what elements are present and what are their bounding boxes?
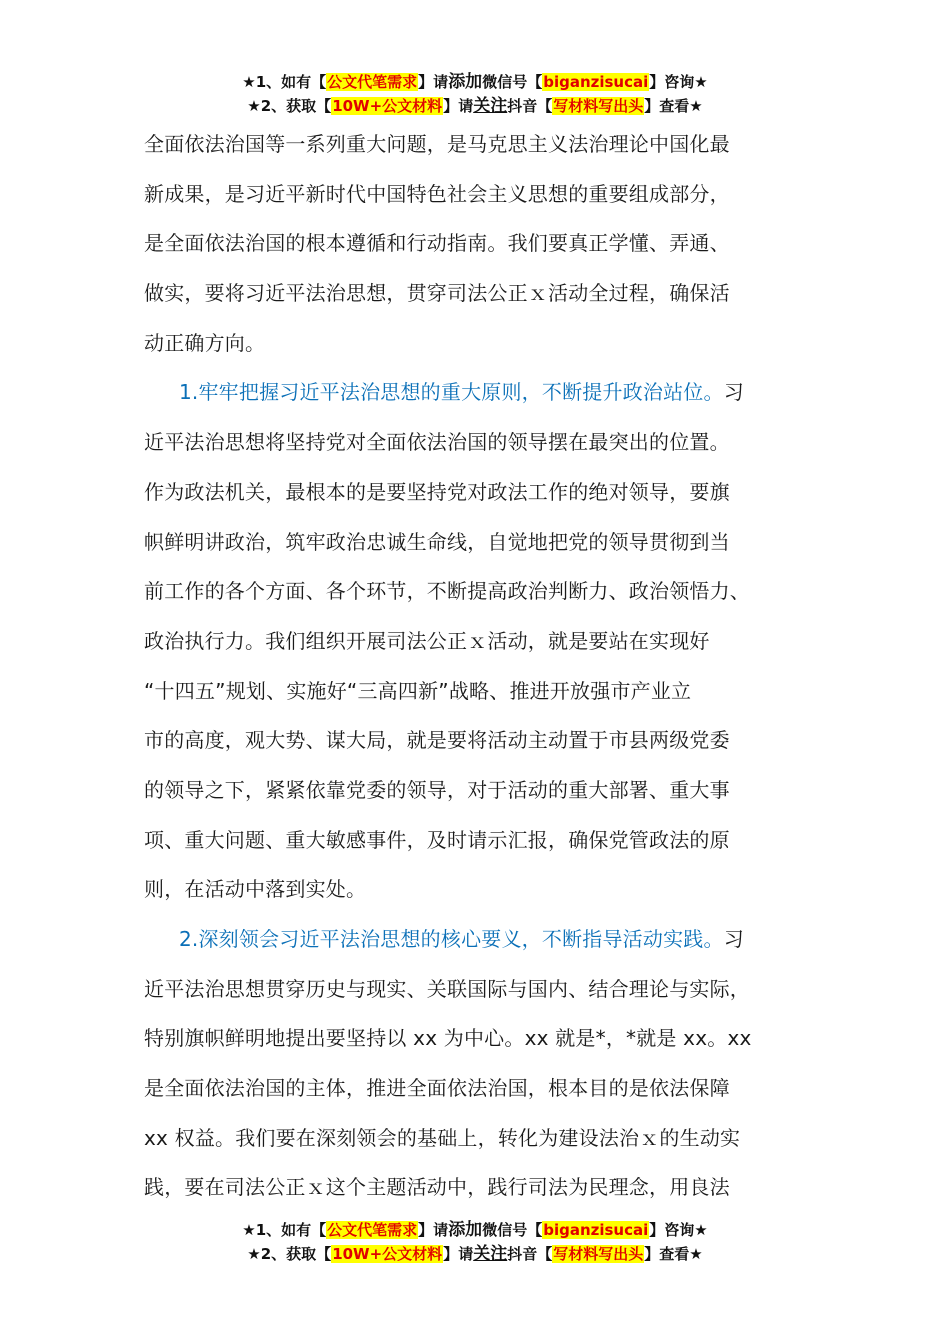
banner-highlight: 10W+公文材料 [332,97,443,115]
banner-text: ★2、获取【 [247,1245,332,1263]
banner-text: ★1、如有【 [242,1221,327,1239]
banner-highlight: biganzisucai [543,73,649,91]
text-line: 特别旗帜鲜明地提出要坚持以 xx 为中心。xx 就是*，*就是 xx。xx [144,1026,752,1051]
section-heading-2 [144,915,809,965]
banner-text: ★2、获取【 [247,97,332,115]
banner-emphasis: 关注 [473,96,508,116]
banner-text: 】查看★ [644,97,703,115]
banner-highlight: 10W+公文材料 [332,1245,443,1263]
text-line: xx 权益。我们要在深刻领会的基础上，转化为建设法治ｘ的生动实 [144,1125,741,1150]
banner-text: 抖音【 [507,97,553,115]
heading-text: 2.深刻领会习近平法治思想的核心要义，不断指导活动实践。 [179,927,724,951]
text-line: 近平法治思想将坚持党对全面依法治国的领导摆在最突出的位置。 [144,430,730,455]
banner-text: 】请 [443,97,474,115]
text-line: 全面依法治国等一系列重大问题，是马克思主义法治理论中国化最 [144,132,730,156]
banner-line-2 [0,1242,950,1266]
banner-text: 】咨询★ [649,73,708,91]
heading-tail: 习 [723,380,744,405]
banner-emphasis: 添加 [448,72,483,92]
banner-text: 抖音【 [507,1245,553,1263]
banner-line-2 [0,94,950,118]
text-line: 作为政法机关，最根本的是要坚持党对政法工作的绝对领导，要旗 [144,479,730,504]
text-line: 政治执行力。我们组织开展司法公正ｘ活动，就是要站在实现好 [144,628,710,653]
banner-emphasis: 关注 [473,1244,508,1264]
banner-highlight: 公文代笔需求 [327,73,418,91]
section-heading-1 [144,368,809,418]
banner-text: 】请 [418,73,449,91]
text-line: 动正确方向。 [144,330,266,355]
banner-text: 】请 [443,1245,474,1263]
text-line: 践，要在司法公正ｘ这个主题活动中，践行司法为民理念，用良法 [144,1175,730,1200]
heading-text: 1.牢牢把握习近平法治思想的重大原则，不断提升政治站位。 [179,380,724,405]
banner-text: 微信号【 [482,73,543,91]
bottom-banner [0,1218,950,1266]
text-line: 新成果，是习近平新时代中国特色社会主义思想的重要组成部分， [144,181,730,206]
text-line: 的领导之下，紧紧依靠党委的领导，对于活动的重大部署、重大事 [144,777,730,802]
text-line: 是全面依法治国的根本遵循和行动指南。我们要真正学懂、弄通、 [144,231,730,256]
banner-text: 】请 [418,1221,449,1239]
banner-line-1 [0,70,950,94]
banner-highlight: 写材料写出头 [553,97,644,115]
top-banner [0,70,950,118]
banner-emphasis: 添加 [448,1220,483,1240]
banner-text: 微信号【 [482,1221,543,1239]
banner-line-1 [0,1218,950,1242]
banner-highlight: 写材料写出头 [553,1245,644,1263]
text-line: 帜鲜明讲政治，筑牢政治忠诚生命线，自觉地把党的领导贯彻到当 [144,529,730,554]
text-line: 是全面依法治国的主体，推进全面依法治国，根本目的是依法保障 [144,1076,730,1101]
banner-text: 】查看★ [644,1245,703,1263]
text-line: 市的高度，观大势、谋大局，就是要将活动主动置于市县两级党委 [144,728,730,753]
text-line: 前工作的各个方面、各个环节，不断提高政治判断力、政治领悟力、 [144,579,750,604]
banner-highlight: 公文代笔需求 [327,1221,418,1239]
text-line: 项、重大问题、重大敏感事件，及时请示汇报，确保党管政法的原 [144,827,730,852]
banner-text: 】咨询★ [649,1221,708,1239]
document-body [144,120,809,1213]
text-line: 做实，要将习近平法治思想，贯穿司法公正ｘ活动全过程，确保活 [144,281,730,306]
banner-text: ★1、如有【 [242,73,327,91]
text-line: “十四五”规划、实施好“三高四新”战略、推进开放强市产业立 [144,678,692,703]
banner-highlight: biganzisucai [543,1221,649,1239]
text-line: 近平法治思想贯穿历史与现实、关联国际与国内、结合理论与实际， [144,976,750,1001]
text-line: 则，在活动中落到实处。 [144,877,367,902]
heading-tail: 习 [723,927,744,951]
